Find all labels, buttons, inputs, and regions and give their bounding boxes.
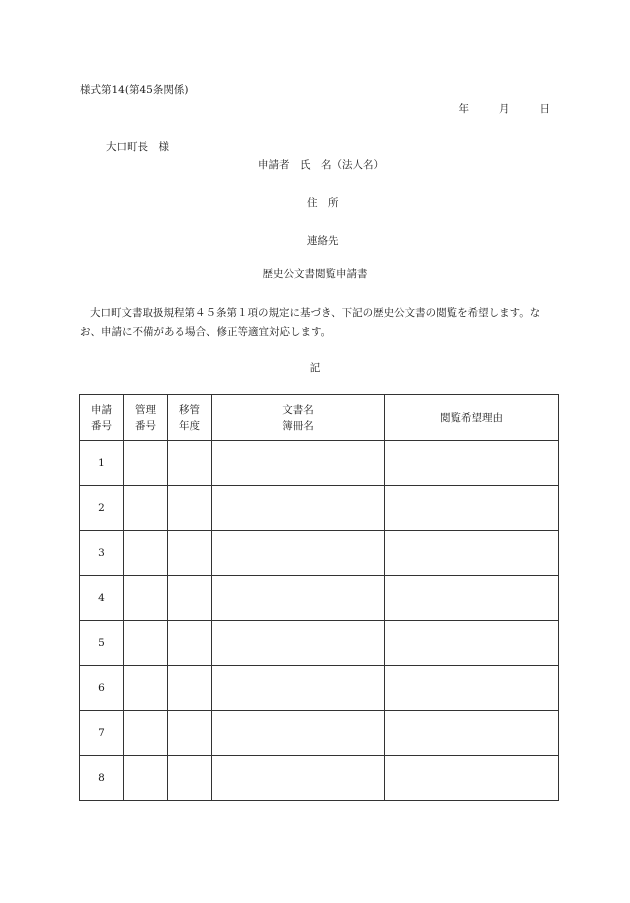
header-application-number-line2: 番号 (91, 419, 112, 432)
row-number: 1 (80, 441, 124, 486)
form-number-label: 様式第14(第45条関係) (80, 84, 189, 96)
table-row (80, 441, 559, 486)
row-number: 3 (80, 531, 124, 576)
document-name-cell[interactable] (212, 621, 385, 666)
applicant-address-label: 住 所 (307, 197, 339, 209)
date-year-label: 年 (458, 103, 469, 115)
management-number-cell[interactable] (124, 486, 168, 531)
header-management-number (124, 395, 168, 441)
request-table (79, 394, 559, 801)
transfer-year-cell[interactable] (168, 756, 212, 801)
row-number: 8 (80, 756, 124, 801)
transfer-year-cell[interactable] (168, 666, 212, 711)
viewing-reason-cell[interactable] (385, 666, 559, 711)
header-viewing-reason: 閲覧希望理由 (385, 395, 559, 441)
document-name-cell[interactable] (212, 576, 385, 621)
document-name-cell[interactable] (212, 756, 385, 801)
table-row (80, 666, 559, 711)
management-number-cell[interactable] (124, 711, 168, 756)
table-row (80, 756, 559, 801)
header-application-number (80, 395, 124, 441)
viewing-reason-cell[interactable] (385, 711, 559, 756)
document-name-cell[interactable] (212, 666, 385, 711)
table-row (80, 711, 559, 756)
management-number-cell[interactable] (124, 756, 168, 801)
header-management-number-line1: 管理 (135, 403, 156, 416)
management-number-cell[interactable] (124, 621, 168, 666)
viewing-reason-cell[interactable] (385, 576, 559, 621)
viewing-reason-cell[interactable] (385, 486, 559, 531)
table-row (80, 621, 559, 666)
transfer-year-cell[interactable] (168, 621, 212, 666)
transfer-year-cell[interactable] (168, 576, 212, 621)
header-transfer-year-line1: 移管 (179, 403, 200, 416)
table-row (80, 531, 559, 576)
table-row (80, 576, 559, 621)
header-management-number-line2: 番号 (135, 419, 156, 432)
row-number: 7 (80, 711, 124, 756)
header-transfer-year (168, 395, 212, 441)
date-row (459, 101, 551, 116)
management-number-cell[interactable] (124, 666, 168, 711)
date-day-label: 日 (539, 103, 550, 115)
header-document-name (212, 395, 385, 441)
transfer-year-cell[interactable] (168, 711, 212, 756)
applicant-name-label: 申請者 氏 名（法人名） (258, 159, 384, 171)
table-row (80, 486, 559, 531)
transfer-year-cell[interactable] (168, 486, 212, 531)
viewing-reason-cell[interactable] (385, 531, 559, 576)
viewing-reason-cell[interactable] (385, 441, 559, 486)
transfer-year-cell[interactable] (168, 531, 212, 576)
viewing-reason-cell[interactable] (385, 756, 559, 801)
viewing-reason-cell[interactable] (385, 621, 559, 666)
request-body-text: 大口町文書取扱規程第４５条第１項の規定に基づき、下記の歴史公文書の閲覧を希望します。なお、申請に不備がある場合、修正等適宜対応します。 (80, 307, 541, 338)
row-number: 4 (80, 576, 124, 621)
header-document-name-line2: 簿冊名 (282, 419, 314, 432)
document-name-cell[interactable] (212, 441, 385, 486)
row-number: 6 (80, 666, 124, 711)
management-number-cell[interactable] (124, 531, 168, 576)
transfer-year-cell[interactable] (168, 441, 212, 486)
header-document-name-line1: 文書名 (282, 403, 314, 416)
document-name-cell[interactable] (212, 711, 385, 756)
addressee: 大口町長 様 (106, 141, 169, 153)
header-transfer-year-line2: 年度 (179, 419, 200, 432)
table-header-row (80, 395, 559, 441)
document-title: 歴史公文書閲覧申請書 (262, 268, 368, 280)
row-number: 2 (80, 486, 124, 531)
date-month-label: 月 (499, 103, 510, 115)
ki-heading: 記 (309, 362, 321, 374)
row-number: 5 (80, 621, 124, 666)
management-number-cell[interactable] (124, 576, 168, 621)
header-application-number-line1: 申請 (91, 403, 112, 416)
management-number-cell[interactable] (124, 441, 168, 486)
document-name-cell[interactable] (212, 486, 385, 531)
document-name-cell[interactable] (212, 531, 385, 576)
applicant-contact-label: 連絡先 (307, 235, 339, 247)
